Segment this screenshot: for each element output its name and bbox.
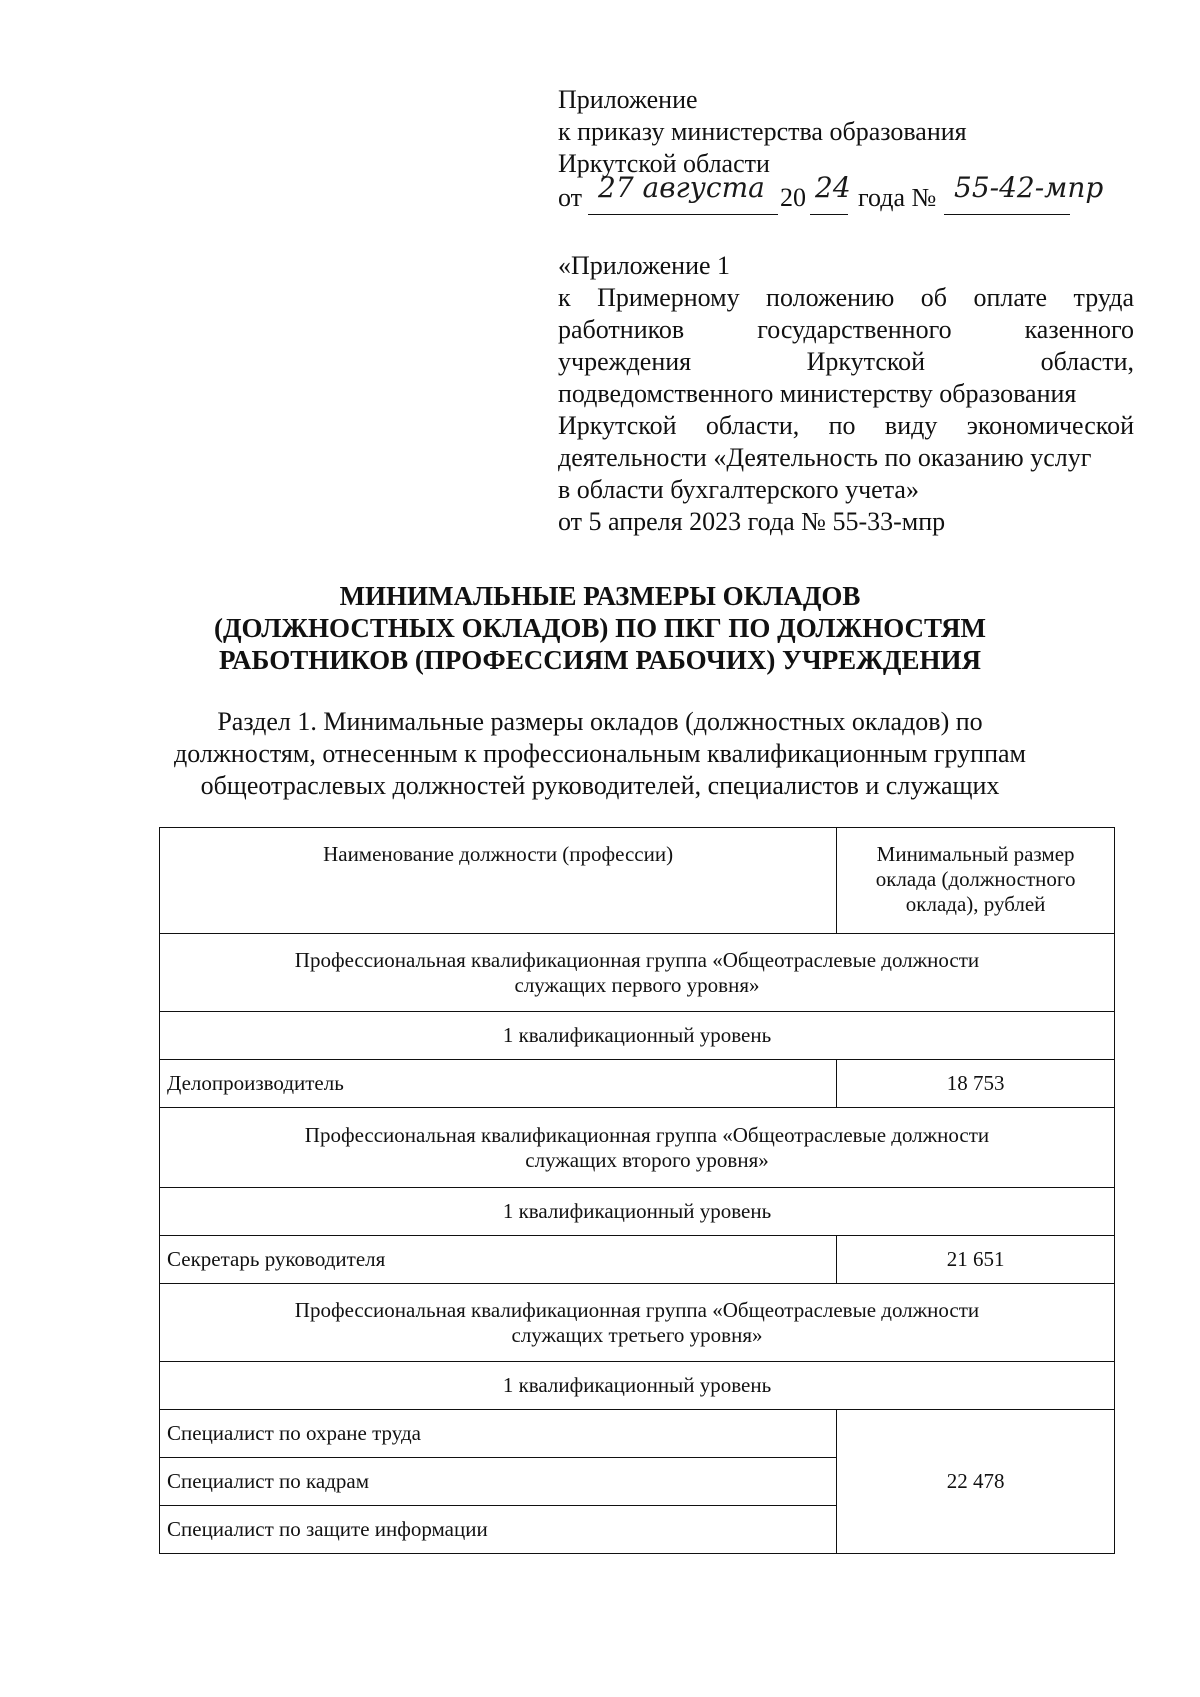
group-title: Профессиональная квалификационная группа «Общеотраслевые должности служащих первого уровня» <box>160 934 1115 1012</box>
column-header-salary: Минимальный размер оклада (должностного оклада), рублей <box>837 828 1115 934</box>
position-name: Специалист по охране труда <box>160 1410 837 1458</box>
table-row <box>160 1060 1115 1108</box>
group-title-row <box>160 934 1115 1012</box>
table-row <box>160 1236 1115 1284</box>
group-title-row <box>160 1108 1115 1188</box>
appendix-line-5: подведомственного министерству образования <box>558 379 1077 408</box>
handwritten-number: 55-42-мпр <box>954 171 1104 204</box>
appendix-line-7: деятельности «Деятельность по оказанию услуг <box>558 443 1092 472</box>
table-header-row <box>160 828 1115 934</box>
group-title: Профессиональная квалификационная группа «Общеотраслевые должности служащих третьего уровня» <box>160 1284 1115 1362</box>
header-line-2: к приказу министерства образования <box>558 117 967 146</box>
header-line-1: Приложение <box>558 85 698 114</box>
position-name: Секретарь руководителя <box>160 1236 837 1284</box>
appendix-line-9: от 5 апреля 2023 года № 55-33-мпр <box>558 507 946 536</box>
qualification-level-row <box>160 1188 1115 1236</box>
handwritten-date: 27 августа <box>598 171 765 204</box>
date-year-word: года № <box>858 183 937 212</box>
group-title-row <box>160 1284 1115 1362</box>
section-heading-line-3: общеотраслевых должностей руководителей, специалистов и служащих <box>200 771 1000 800</box>
appendix-line-4: учреждения Иркутской области, <box>558 347 1134 376</box>
salary-value: 18 753 <box>837 1060 1115 1108</box>
year-underline <box>810 214 848 215</box>
group-title: Профессиональная квалификационная группа «Общеотраслевые должности служащих второго уровня» <box>160 1108 1115 1188</box>
column-header-position: Наименование должности (профессии) <box>160 828 837 934</box>
date-prefix: от <box>558 183 583 212</box>
number-underline <box>944 214 1070 215</box>
document-title-line-2: (ДОЛЖНОСТНЫХ ОКЛАДОВ) ПО ПКГ ПО ДОЛЖНОСТЯМ <box>213 613 987 643</box>
salary-table <box>159 827 1115 1554</box>
table-row <box>160 1410 1115 1458</box>
appendix-line-3: работников государственного казенного <box>558 315 1134 344</box>
header-line-3: Иркутской области <box>558 149 770 178</box>
section-heading-line-1: Раздел 1. Минимальные размеры окладов (должностных окладов) по <box>217 707 983 736</box>
section-heading-line-2: должностям, отнесенным к профессиональным квалификационным группам <box>173 739 1027 768</box>
qualification-level: 1 квалификационный уровень <box>160 1362 1115 1410</box>
document-title-line-3: РАБОТНИКОВ (ПРОФЕССИЯМ РАБОЧИХ) УЧРЕЖДЕНИЯ <box>219 645 981 675</box>
position-name: Специалист по защите информации <box>160 1506 837 1554</box>
appendix-line-8: в области бухгалтерского учета» <box>558 475 919 504</box>
handwritten-year: 24 <box>815 171 851 204</box>
date-year-prefix: 20 <box>780 183 806 212</box>
date-underline <box>588 214 778 215</box>
salary-value: 22 478 <box>837 1410 1115 1554</box>
appendix-line-2: к Примерному положению об оплате труда <box>558 283 1134 312</box>
position-name: Специалист по кадрам <box>160 1458 837 1506</box>
appendix-line-1: «Приложение 1 <box>558 251 731 280</box>
qualification-level: 1 квалификационный уровень <box>160 1012 1115 1060</box>
qualification-level-row <box>160 1012 1115 1060</box>
qualification-level: 1 квалификационный уровень <box>160 1188 1115 1236</box>
qualification-level-row <box>160 1362 1115 1410</box>
salary-value: 21 651 <box>837 1236 1115 1284</box>
document-title-line-1: МИНИМАЛЬНЫЕ РАЗМЕРЫ ОКЛАДОВ <box>339 581 861 611</box>
position-name: Делопроизводитель <box>160 1060 837 1108</box>
appendix-line-6: Иркутской области, по виду экономической <box>558 411 1134 440</box>
